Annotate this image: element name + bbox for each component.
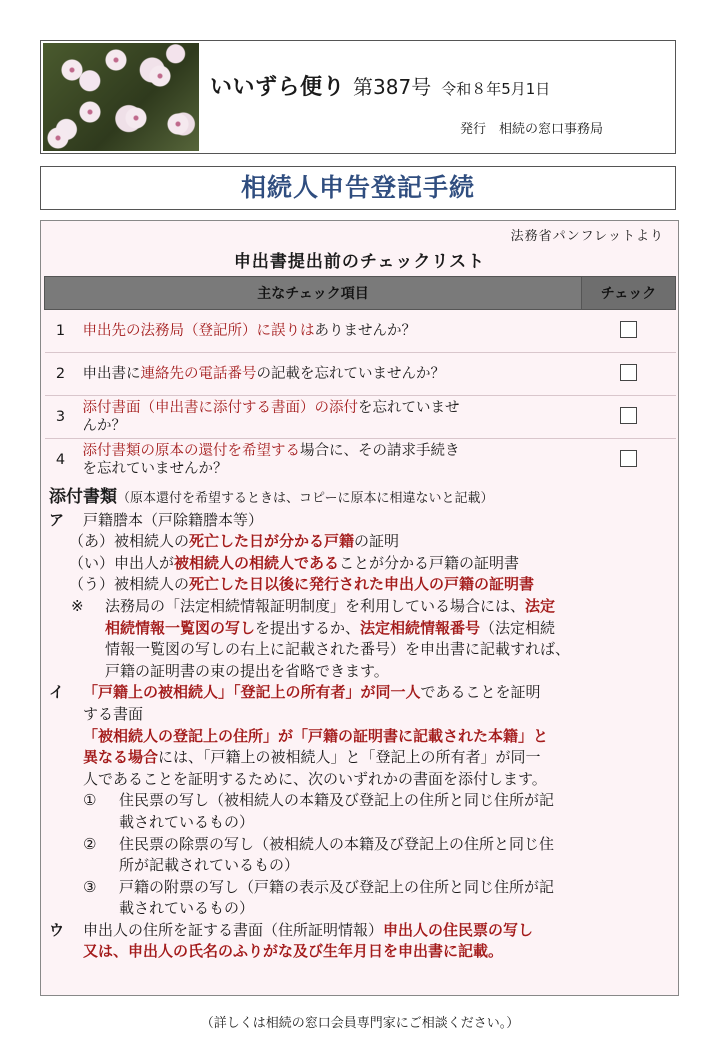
section-u-line-2: 又は、申出人の氏名のふりがな及び生年月日を申出書に記載。: [83, 942, 504, 961]
column-header-item: 主なチェック項目: [45, 277, 582, 310]
row-text: 申出先の法務局（登記所）に誤りはありませんか？: [77, 310, 582, 353]
table-row: [45, 396, 676, 439]
section-i-option-3-cont: 載されているもの）: [119, 899, 255, 918]
section-a-item-3: （う）被相続人の死亡した日以後に発行された申出人の戸籍の証明書: [69, 575, 535, 594]
section-i-line-1: イ 「戸籍上の被相続人」「登記上の所有者」が同一人であることを証明: [49, 683, 541, 702]
row-text: 添付書面（申出書に添付する書面）の添付を忘れていませ んか？: [77, 396, 582, 439]
source-note: 法務省パンフレットより: [510, 229, 664, 244]
section-a-title: ア 戸籍謄本（戸除籍謄本等）: [49, 510, 264, 529]
publisher: 発行 相続の窓口事務局: [460, 122, 604, 137]
row-number: 2: [45, 353, 77, 396]
section-a-note-line-2: 相続情報一覧図の写しを提出するか、法定相続情報番号（法定相続: [105, 618, 556, 637]
section-a-note-line-1: ※ 法務局の「法定相続情報証明制度」を利用している場合には、法定: [71, 596, 556, 615]
attachments-section: [49, 487, 675, 963]
row-text: 添付書類の原本の還付を希望する場合に、その請求手続き を忘れていませんか？: [77, 439, 582, 482]
section-i-option-1-cont: 載されているもの）: [119, 812, 255, 831]
table-row: [45, 310, 676, 353]
check-box[interactable]: [620, 450, 637, 467]
section-i-line-2: する書面: [83, 704, 144, 723]
footer-note: （詳しくは相続の窓口会員専門家にご相談ください。）: [200, 1016, 520, 1031]
header-flower-photo: [43, 43, 199, 151]
column-header-check: チェック: [582, 277, 676, 310]
row-number: 3: [45, 396, 77, 439]
check-box[interactable]: [620, 321, 637, 338]
row-number: 1: [45, 310, 77, 353]
check-box[interactable]: [620, 364, 637, 381]
section-a-note-line-4: 戸籍の証明書の束の提出を省略できます。: [105, 661, 389, 680]
section-i-option-3: ③ 戸籍の附票の写し（戸籍の表示及び登記上の住所と同じ住所が記: [83, 877, 555, 896]
check-box[interactable]: [620, 407, 637, 424]
attachments-heading-note: （原本還付を希望するときは、コピーに原本に相違ないと記載）: [117, 491, 494, 506]
main-content-box: [40, 220, 679, 996]
table-row: [45, 353, 676, 396]
section-i-option-2-cont: 所が記載されているもの）: [119, 856, 300, 875]
section-i-line-4: 異なる場合には、「戸籍上の被相続人」と「登記上の所有者」が同一: [83, 748, 541, 767]
checklist-header-row: [45, 277, 676, 310]
checklist-title: 申出書提出前のチェックリスト: [233, 252, 486, 272]
newsletter-title-line: [210, 70, 550, 101]
section-i-option-2: ② 住民票の除票の写し（被相続人の本籍及び登記上の住所と同じ住: [83, 834, 555, 853]
row-number: 4: [45, 439, 77, 482]
issue-number: 第387号: [353, 75, 432, 99]
section-a-item-2: （い）申出人が被相続人の相続人であることが分かる戸籍の証明書: [69, 553, 520, 572]
attachments-heading-line: [49, 487, 675, 510]
section-u-line-1: ウ 申出人の住所を証する書面（住所証明情報）申出人の住民票の写し: [49, 920, 534, 939]
section-i-line-3: 「被相続人の登記上の住所」が「戸籍の証明書に記載された本籍」と: [83, 726, 549, 745]
attachments-heading: 添付書類: [49, 487, 117, 507]
issue-date: 令和８年5月1日: [441, 80, 551, 98]
section-a-note-line-3: 情報一覧図の写しの右上に記載された番号）を申出書に記載すれば、: [105, 640, 571, 659]
table-row: [45, 439, 676, 482]
section-i-option-1: ① 住民票の写し（被相続人の本籍及び登記上の住所と同じ住所が記: [83, 791, 555, 810]
section-i-line-5: 人であることを証明するために、次のいずれかの書面を添付します。: [83, 769, 547, 788]
document-title: 相続人申告登記手続: [40, 166, 676, 210]
section-a-item-1: （あ）被相続人の死亡した日が分かる戸籍の証明: [69, 532, 400, 551]
row-text: 申出書に連絡先の電話番号の記載を忘れていませんか？: [77, 353, 582, 396]
newsletter-name: いいずら便り: [210, 75, 346, 100]
checklist-table: [44, 276, 676, 481]
